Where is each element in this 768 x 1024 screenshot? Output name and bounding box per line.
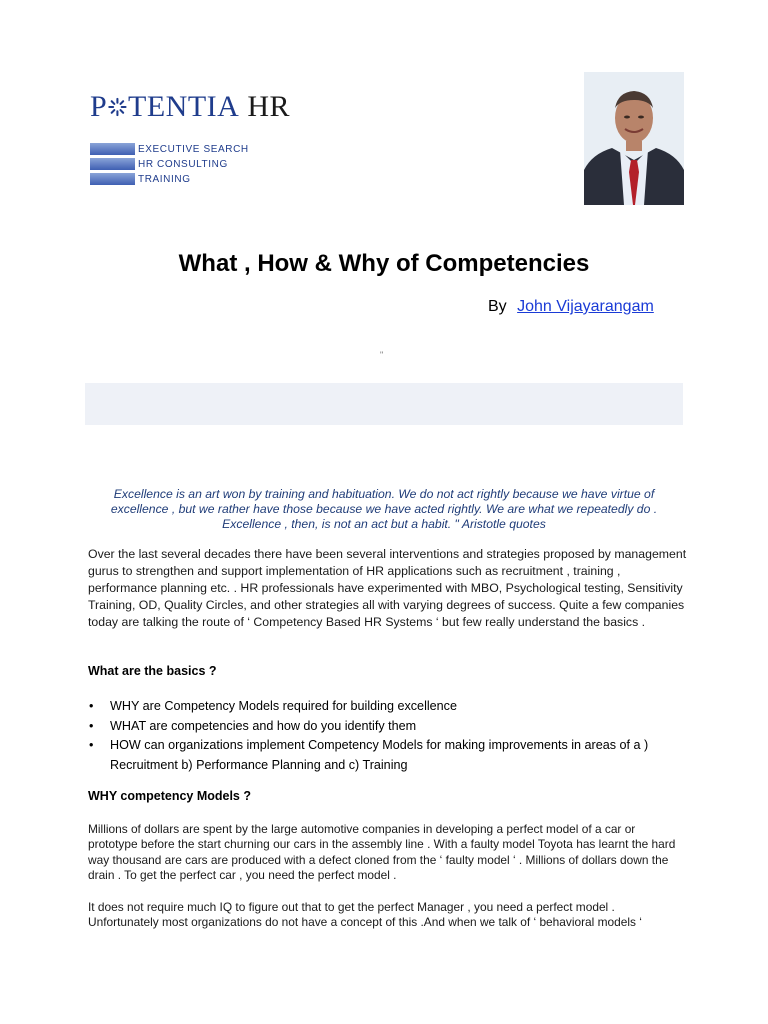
logo-letter-p: P — [90, 90, 108, 123]
logo-wordmark: TENTIA — [128, 90, 240, 123]
list-item — [88, 736, 688, 775]
body-paragraph: It does not require much IQ to figure out that to get the perfect Manager , you need a perfect model . Unfortunately most organizations do not have a concept of this .And when we talk of ‘ behavioral models ‘ — [88, 900, 642, 930]
basics-heading: What are the basics ? — [88, 664, 217, 678]
basics-list — [88, 697, 688, 775]
byline-by: By — [488, 298, 507, 315]
tagline-text: HR CONSULTING — [138, 158, 228, 170]
sunburst-icon — [108, 96, 127, 118]
body-paragraph: Millions of dollars are spent by the large automotive companies in developing a perfect model of a car or prototype before the start churning our cars in the assembly line . With a faulty model Toyota has learnt the hard way thousand are cars are produced with a defect cloned from the ‘ faulty model ‘ . Millions of dollars down the drain . To get the perfect car , you need the perfect model . — [88, 822, 676, 882]
bullet-icon: • — [89, 699, 94, 713]
list-item — [88, 717, 688, 737]
bullet-icon: • — [89, 738, 94, 752]
tagline-text: TRAINING — [138, 173, 191, 185]
logo-tagline — [90, 142, 260, 187]
tagline-row — [90, 142, 260, 156]
bullet-icon: • — [89, 718, 94, 733]
tagline-text: EXECUTIVE SEARCH — [138, 143, 249, 155]
list-item — [88, 697, 688, 717]
byline — [488, 298, 654, 316]
list-item-text: HOW can organizations implement Competency Models for making improvements in areas of a ) Recruitment b) Performance Planning and c) Training — [110, 738, 649, 772]
tagline-bar — [90, 158, 135, 170]
tagline-row — [90, 157, 260, 171]
shaded-box — [85, 383, 683, 425]
intro-paragraph: Over the last several decades there have been several interventions and strategies proposed by management gurus to strengthen and support implementation of HR applications such as recruitment , training , performance planning etc. . HR professionals have experimented with MBO, Psychological testing, Sensitivity Training, OD, Quality Circles, and other strategies all with varying degrees of success. Quite a few companies today are talking the route of ‘ Competency Based HR Systems ‘ but few really understand the basics . — [88, 547, 687, 629]
page-title: What , How & Why of Competencies — [178, 250, 590, 277]
tagline-bar — [90, 143, 135, 155]
author-photo — [584, 72, 684, 205]
why-heading: WHY competency Models ? — [88, 789, 251, 803]
author-portrait-image — [584, 72, 684, 205]
list-item-text: WHAT are competencies and how do you identify them — [110, 718, 417, 733]
tagline-bar — [90, 173, 135, 185]
quote-mark: " — [380, 350, 384, 360]
author-link[interactable]: John Vijayarangam — [517, 298, 654, 315]
company-logo — [90, 92, 290, 132]
list-item-text: WHY are Competency Models required for building excellence — [110, 699, 457, 713]
aristotle-quote: Excellence is an art won by training and habituation. We do not act rightly because we have virtue of excellence , but we rather have those because we have acted rightly. We are what we repeatedly do . Excellence , then, is not an act but a habit. " Aristotle quotes — [110, 487, 658, 531]
logo-hr: HR — [247, 90, 290, 123]
tagline-row — [90, 172, 260, 186]
